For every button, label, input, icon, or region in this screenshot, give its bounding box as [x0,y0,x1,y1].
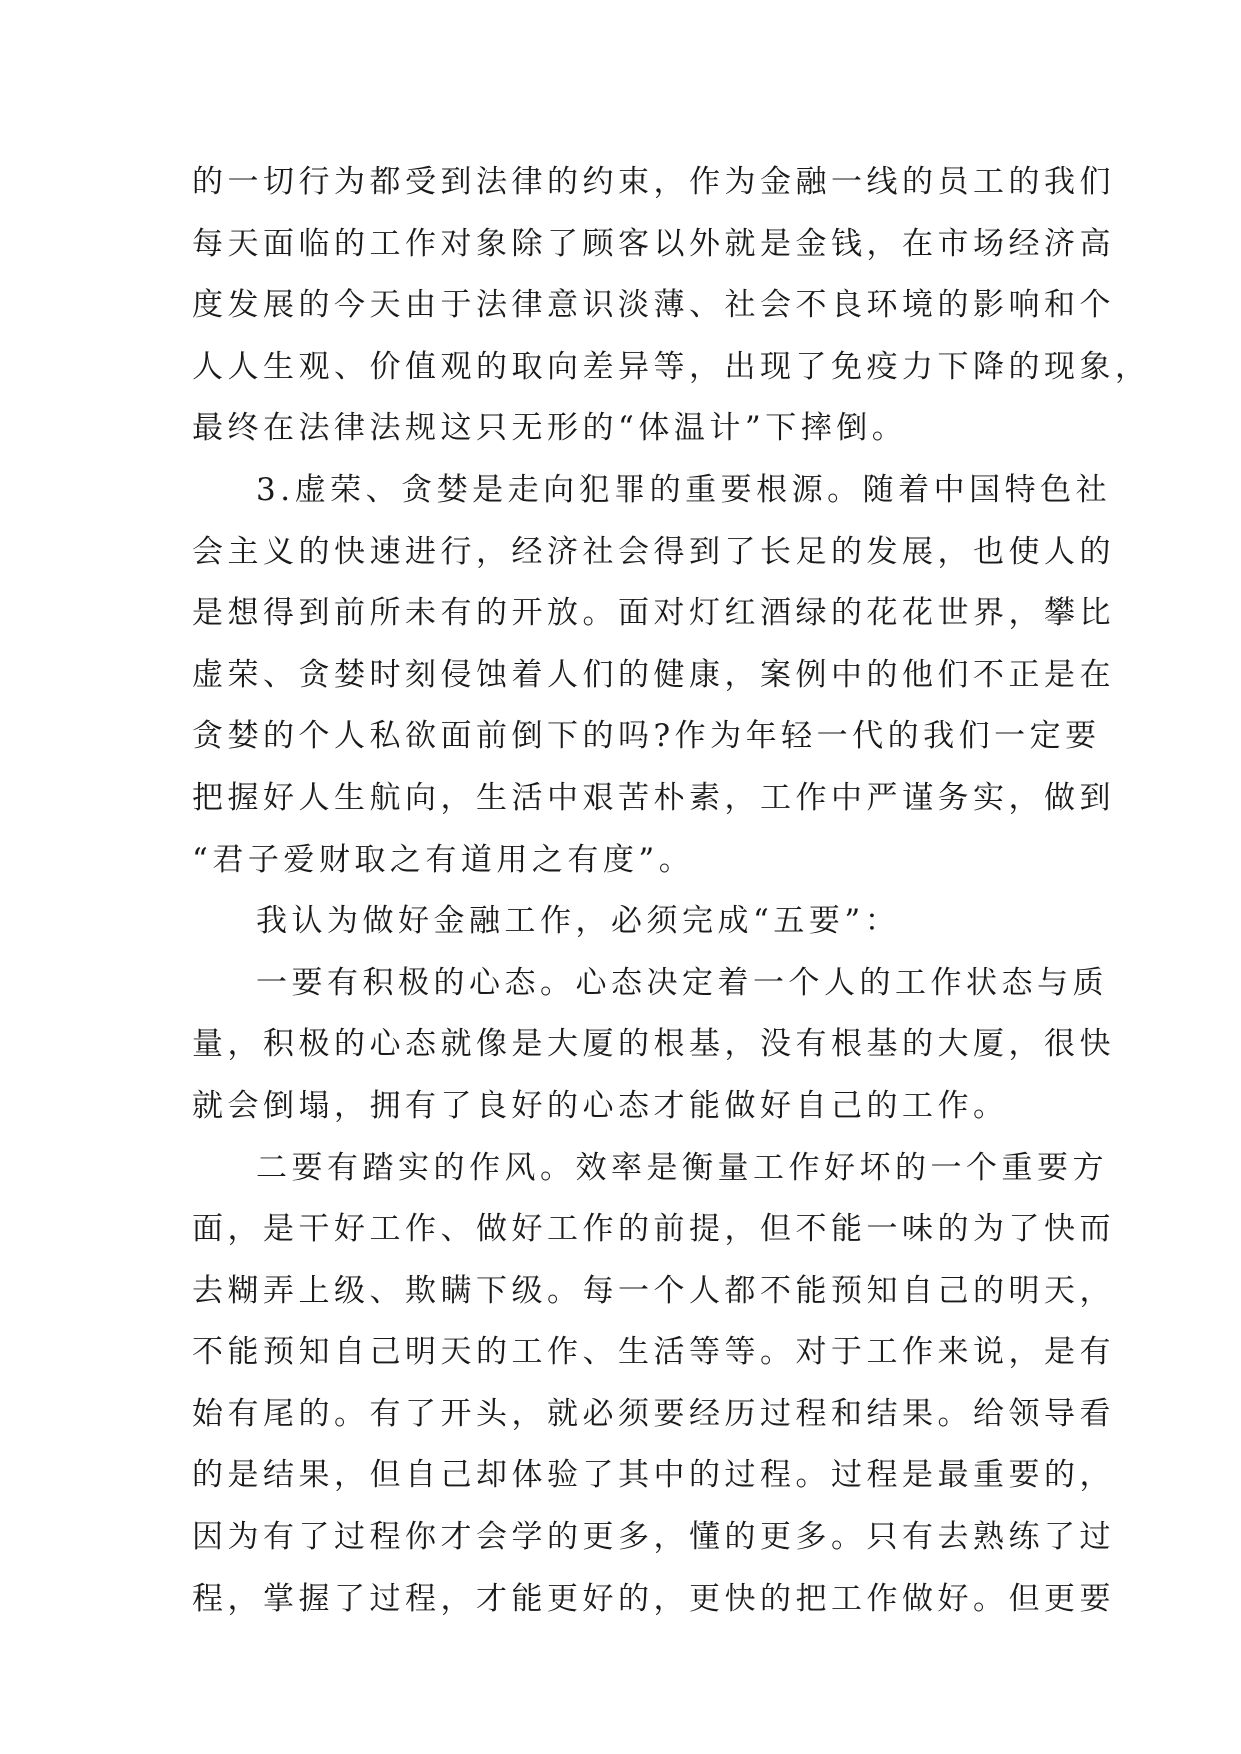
text-line: 量，积极的心态就像是大厦的根基，没有根基的大厦，很快 [192,1026,1115,1063]
text-line: 面，是干好工作、做好工作的前提，但不能一味的为了快而 [192,1211,1115,1248]
text-line: 的是结果，但自己却体验了其中的过程。过程是最重要的， [192,1457,1115,1494]
text-line: 程，掌握了过程，才能更好的，更快的把工作做好。但更要 [192,1580,1115,1617]
text-line: 贪婪的个人私欲面前倒下的吗?作为年轻一代的我们一定要 [192,718,1101,755]
text-line: 虚荣、贪婪时刻侵蚀着人们的健康，案例中的他们不正是在 [192,656,1115,693]
body-text [192,152,1151,1630]
text-line: 就会倒塌，拥有了良好的心态才能做好自己的工作。 [192,1087,1009,1124]
text-line: 始有尾的。有了开头，就必须要经历过程和结果。给领导看 [192,1395,1115,1432]
paragraph-start-line: 二要有踏实的作风。效率是衡量工作好坏的一个重要方 [256,1149,1108,1186]
text-line: 的一切行为都受到法律的约束，作为金融一线的员工的我们 [192,164,1115,200]
text-line: 最终在法律法规这只无形的“体温计”下摔倒。 [192,410,908,447]
text-line: 是想得到前所未有的开放。面对灯红酒绿的花花世界，攀比 [192,595,1115,632]
text-line: 把握好人生航向，生活中艰苦朴素，工作中严谨务实，做到 [192,779,1115,816]
text-line: 每天面临的工作对象除了顾客以外就是金钱，在市场经济高 [192,225,1115,262]
text-line: 去糊弄上级、欺瞒下级。每一个人都不能预知自己的明天， [192,1272,1115,1309]
text-line: 因为有了过程你才会学的更多，懂的更多。只有去熟练了过 [192,1519,1115,1556]
text-line: 度发展的今天由于法律意识淡薄、社会不良环境的影响和个 [192,287,1115,324]
text-line: “君子爱财取之有道用之有度”。 [192,841,695,878]
text-line: 不能预知自己明天的工作、生活等等。对于工作来说，是有 [192,1334,1115,1371]
text-line: 人人生观、价值观的取向差异等，出现了免疫力下降的现象， [192,348,1151,385]
paragraph-start-line: 我认为做好金融工作，必须完成“五要”： [256,903,901,940]
paragraph-start-line: 3.虚荣、贪婪是走向犯罪的重要根源。随着中国特色社 [256,471,1112,508]
text-line: 会主义的快速进行，经济社会得到了长足的发展，也使人的 [192,533,1115,570]
paragraph-start-line: 一要有积极的心态。心态决定着一个人的工作状态与质 [256,964,1108,1001]
